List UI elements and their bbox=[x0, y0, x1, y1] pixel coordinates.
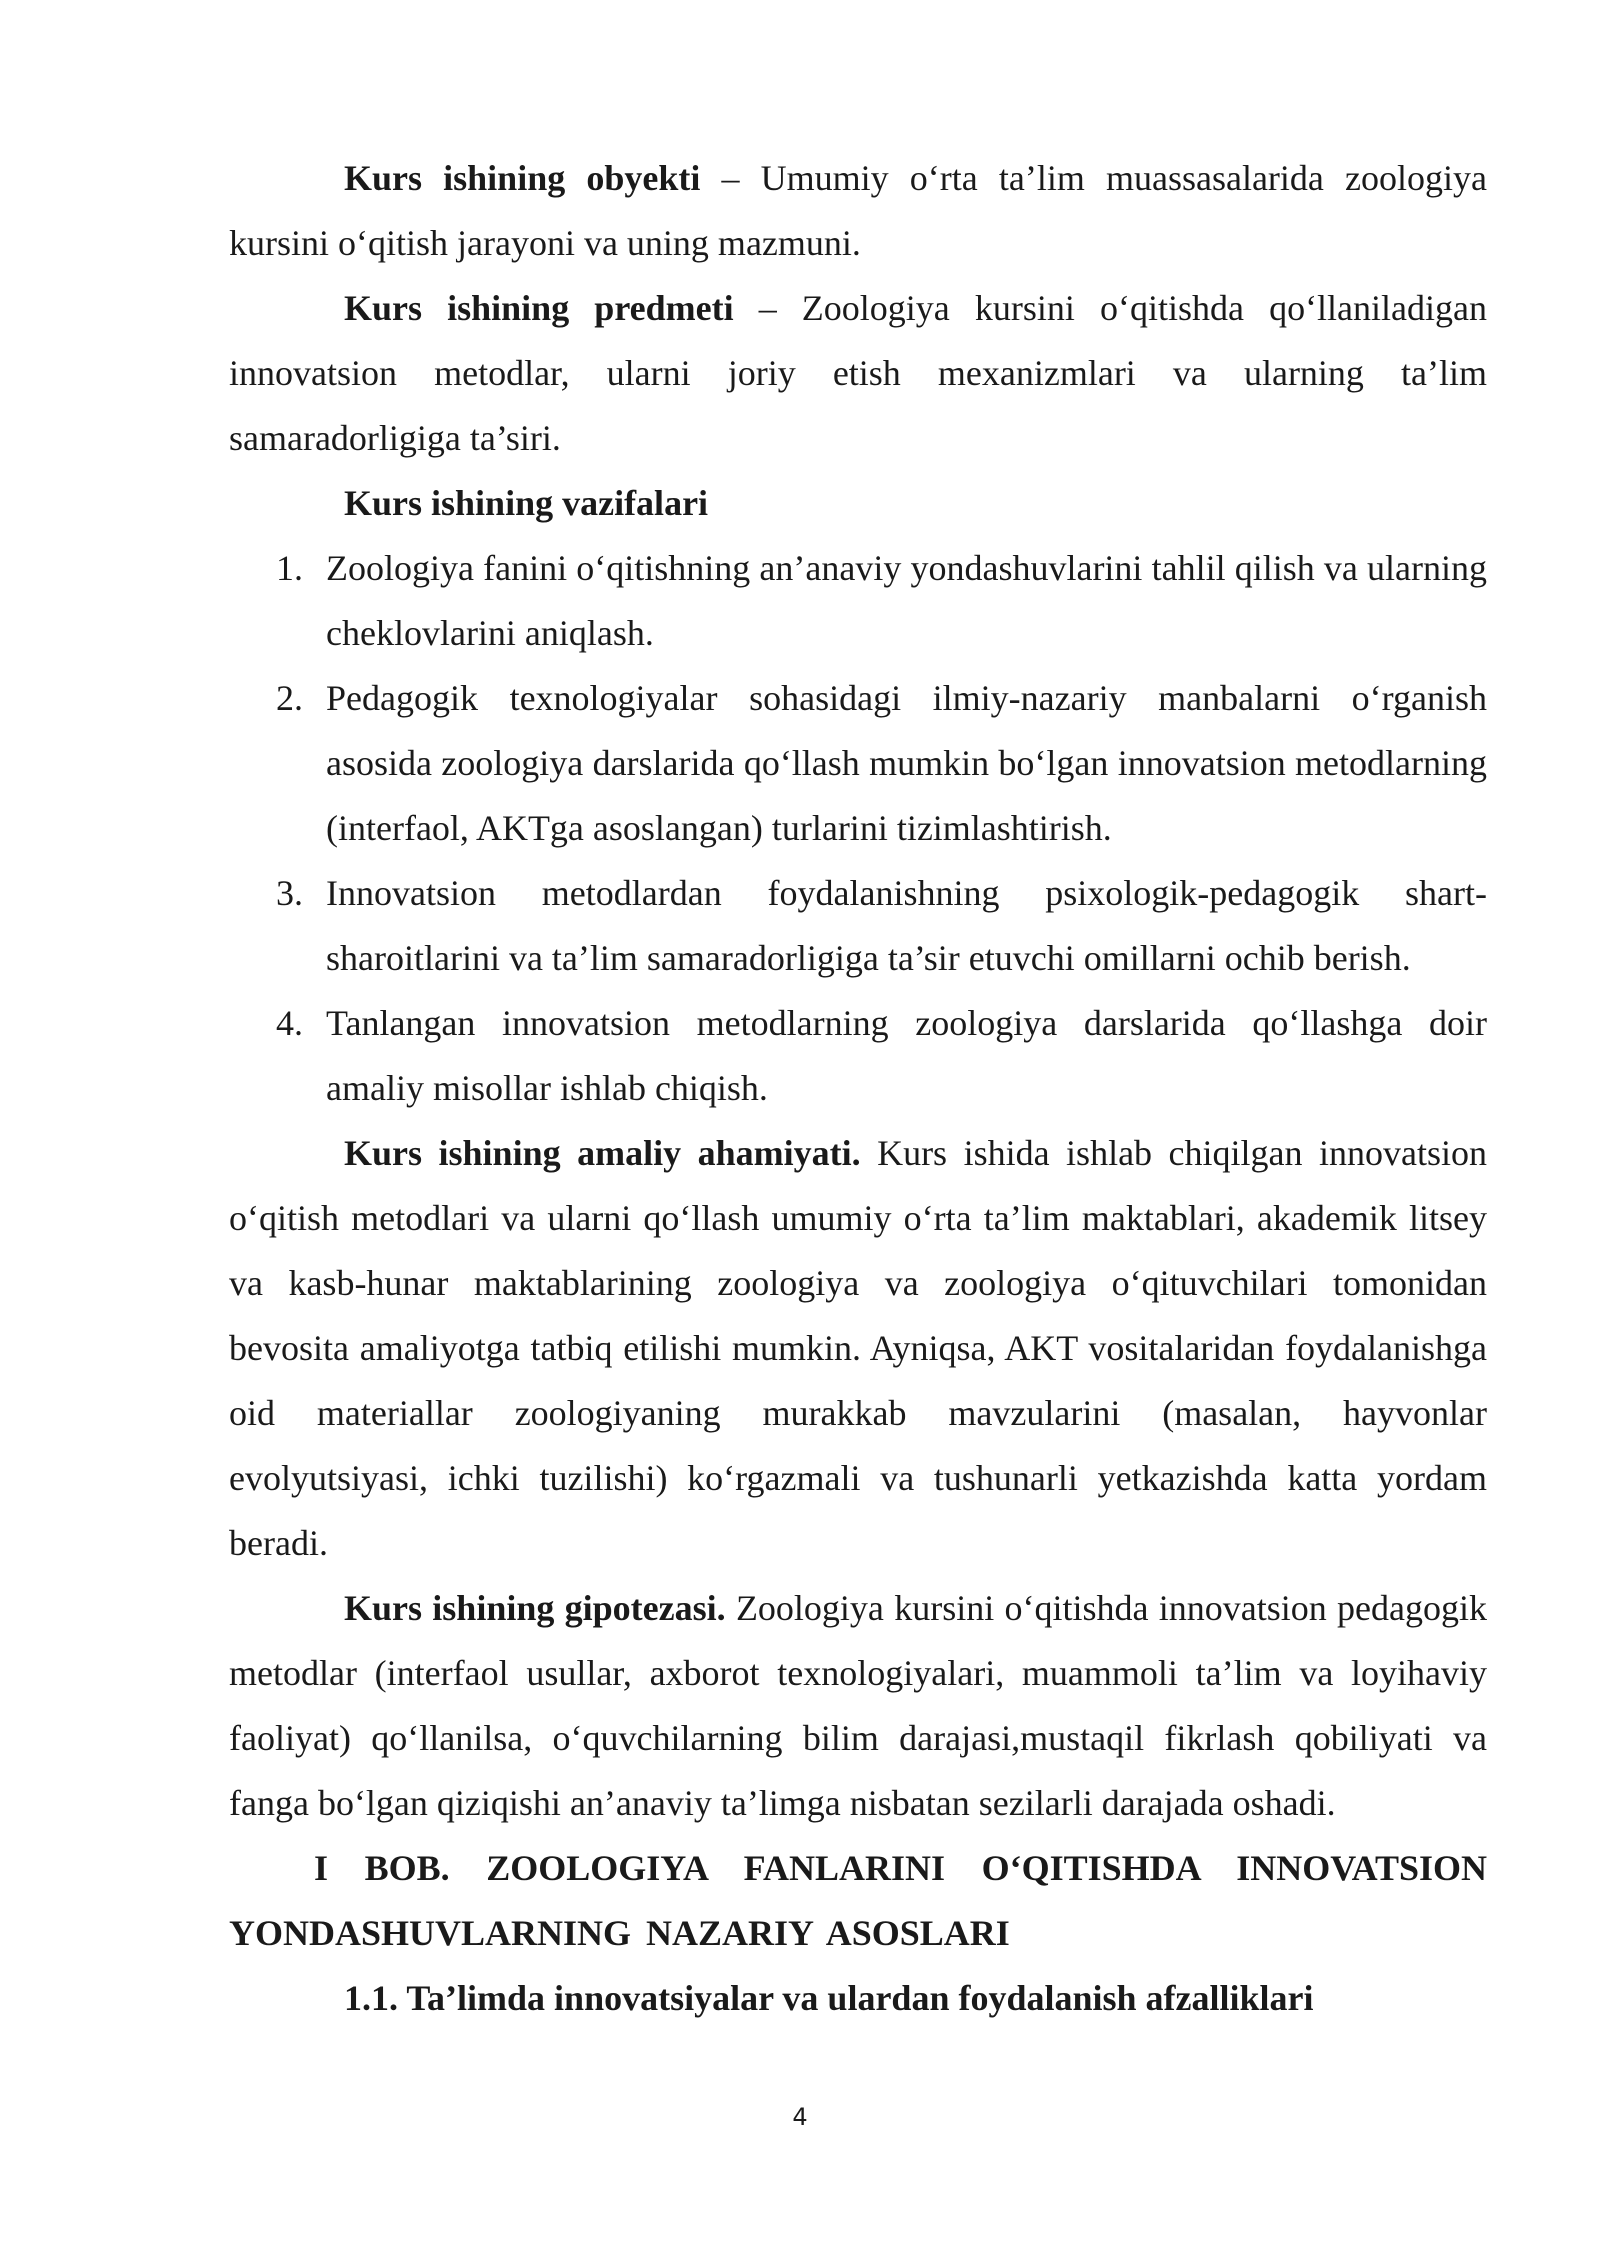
list-item-text: Zoologiya fanini o‘qitishning an’anaviy yondashuvlarini tahlil qilish va ularning cheklovlarini aniqlash. bbox=[326, 548, 1487, 653]
list-item-text: Pedagogik texnologiyalar sohasidagi ilmiy-nazariy manbalarni o‘rganish asosida zoologiya darslarida qo‘llash mumkin bo‘lgan innovatsion metodlarning (interfaol, AKTga asoslangan) turlarini tizimlashtirish. bbox=[326, 678, 1487, 848]
list-item-text: Tanlangan innovatsion metodlarning zoologiya darslarida qo‘llashga doir amaliy misollar ishlab chiqish. bbox=[326, 1003, 1487, 1108]
section-title: 1.1. Ta’limda innovatsiyalar va ulardan foydalanish afzalliklari bbox=[344, 1978, 1314, 2018]
list-item bbox=[229, 536, 1487, 666]
tasks-heading: Kurs ishining vazifalari bbox=[344, 483, 709, 523]
list-item bbox=[229, 861, 1487, 991]
list-item-text: Innovatsion metodlardan foydalanishning psixologik-pedagogik shart-sharoitlarini va ta’lim samaradorligiga ta’sir etuvchi omillarni ochib berish. bbox=[326, 873, 1487, 978]
object-text: – Umumiy o‘rta ta’lim muassasalarida zoologiya kursini o‘qitish jarayoni va uning mazmuni. bbox=[229, 158, 1487, 263]
list-item-number: 3. bbox=[276, 873, 303, 913]
practical-label: Kurs ishining amaliy ahamiyati. bbox=[344, 1133, 861, 1173]
list-item-number: 1. bbox=[276, 548, 303, 588]
object-label: Kurs ishining obyekti bbox=[344, 158, 701, 198]
hypothesis-paragraph bbox=[229, 1576, 1487, 1836]
subject-label: Kurs ishining predmeti bbox=[344, 288, 734, 328]
practical-text: Kurs ishida ishlab chiqilgan innovatsion o‘qitish metodlari va ularni qo‘llash umumiy o‘rta ta’lim maktablari, akademik litsey va kasb-hunar maktablarining zoologiya va zoologiya o‘qituvchilari tomonidan bevosita amaliyotga tatbiq etilishi mumkin. Ayniqsa, AKT vositalaridan foydalanishga oid materiallar zoologiyaning murakkab mavzularini (masalan, hayvonlar evolyutsiyasi, ichki tuzilishi) ko‘rgazmali va tushunarli yetkazishda katta yordam beradi. bbox=[229, 1133, 1487, 1563]
tasks-list bbox=[229, 536, 1487, 1121]
practical-paragraph bbox=[229, 1121, 1487, 1576]
list-item bbox=[229, 991, 1487, 1121]
hypothesis-text: Zoologiya kursini o‘qitishda innovatsion pedagogik metodlar (interfaol usullar, axborot texnologiyalari, muammoli ta’lim va loyihaviy faoliyat) qo‘llanilsa, o‘quvchilarning bilim darajasi,mustaqil fikrlash qobiliyati va fanga bo‘lgan qiziqishi an’anaviy ta’limga nisbatan sezilarli darajada oshadi. bbox=[229, 1588, 1487, 1823]
page-number: 4 bbox=[792, 2103, 808, 2131]
list-item bbox=[229, 666, 1487, 861]
list-item-number: 2. bbox=[276, 678, 303, 718]
subject-text: – Zoologiya kursini o‘qitishda qo‘llaniladigan innovatsion metodlar, ularni joriy etish mexanizmlari va ularning ta’lim samaradorligiga ta’siri. bbox=[229, 288, 1488, 458]
hypothesis-label: Kurs ishining gipotezasi. bbox=[344, 1588, 726, 1628]
chapter-title: I BOB. ZOOLOGIYA FANLARINI O‘QITISHDA INNOVATSION YONDASHUVLARNING NAZARIY ASOSLARI bbox=[229, 1848, 1487, 1953]
document-page bbox=[229, 146, 1487, 2031]
object-paragraph bbox=[229, 146, 1487, 276]
subject-paragraph bbox=[229, 276, 1487, 471]
list-item-number: 4. bbox=[276, 1003, 303, 1043]
